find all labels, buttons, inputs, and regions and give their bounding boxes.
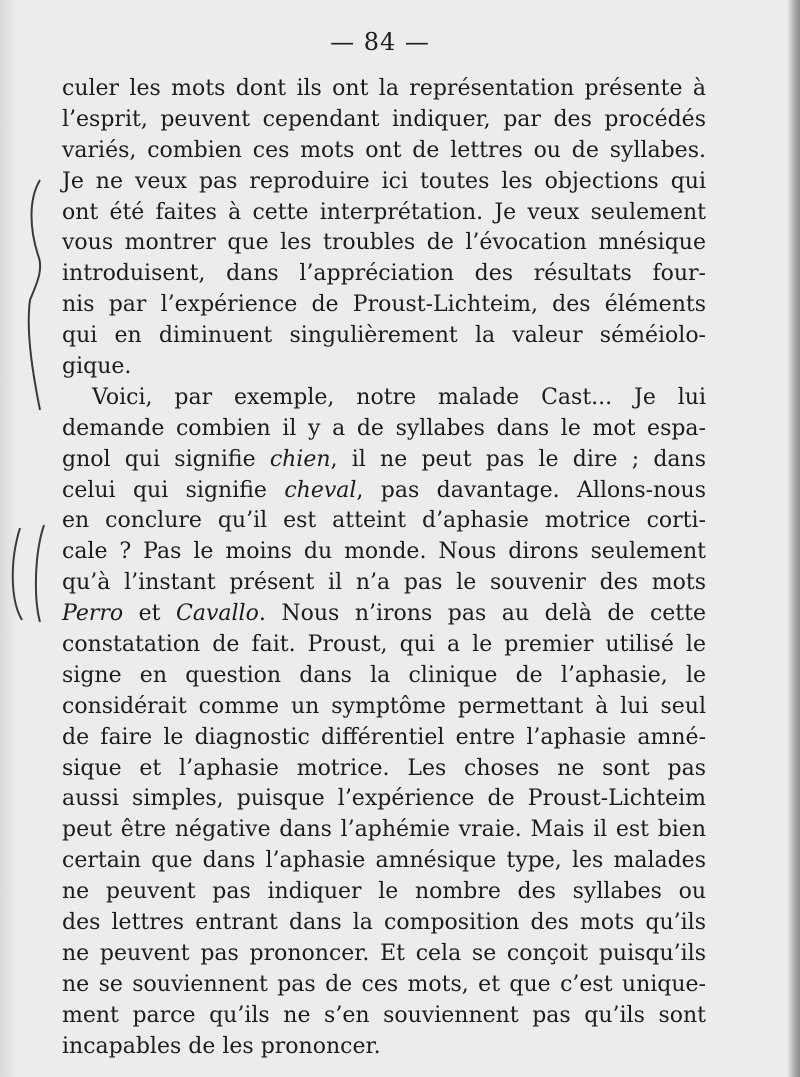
text-line: ment parce qu’ils ne s’en souviennent pas qu’ils sont (62, 1002, 706, 1028)
text-line (62, 476, 706, 507)
text-line: Je ne veux pas reproduire ici toutes les objections qui (62, 168, 706, 194)
text-line: incapables de les prononcer. (62, 1033, 381, 1059)
page-gutter-shade (0, 0, 18, 1077)
text-line: considérait comme un symptôme permettant à lui seul (62, 693, 706, 719)
italic-word: Perro (62, 601, 124, 627)
text-line: nis par l’expérience de Proust-Lichteim, des éléments (62, 292, 706, 318)
italic-word: cheval (284, 477, 357, 503)
text-line: cale ? Pas le moins du monde. Nous dirons seulement (62, 539, 706, 565)
text-run: . Nous n’irons pas au delà de cette (258, 601, 706, 627)
text-line: qui en diminuent singulièrement la valeur séméiolo- (62, 323, 706, 349)
text-line (62, 599, 706, 630)
margin-bracket-mark-inner (36, 525, 44, 622)
text-line: introduisent, dans l’appréciation des résultats four- (62, 261, 706, 287)
text-line: ont été faites à cette interprétation. Je veux seulement (62, 199, 706, 225)
text-run: , pas davantage. Allons-nous (356, 477, 706, 503)
text-line: culer les mots dont ils ont la représentation présente à (62, 76, 706, 101)
text-line: demande combien il y a de syllabes dans le mot espa- (62, 415, 706, 441)
text-line: ne peuvent pas indiquer le nombre des syllabes ou (62, 879, 706, 905)
margin-brace-mark (29, 180, 40, 410)
text-line: variés, combien ces mots ont de lettres ou de syllabes. (62, 137, 706, 163)
text-run: celui qui signifie (62, 477, 285, 503)
text-line: constatation de fait. Proust, qui a le premier utilisé le (62, 632, 706, 658)
text-run: et (123, 601, 177, 627)
text-run: , il ne peut pas le dire ; dans (330, 446, 706, 472)
text-line: certain que dans l’aphasie amnésique type, les malades (62, 848, 706, 874)
text-line: signe en question dans la clinique de l’aphasie, le (62, 662, 706, 688)
text-line: l’esprit, peuvent cependant indiquer, par des procédés (62, 106, 706, 132)
italic-word: Cavallo (176, 601, 259, 627)
text-line: aussi simples, puisque l’expérience de Proust-Lichteim (62, 786, 706, 812)
text-line: sique et l’aphasie motrice. Les choses ne sont pas (62, 755, 706, 781)
text-run: gnol qui signifie (62, 446, 270, 472)
text-line: ne se souviennent pas de ces mots, et que c’est unique- (62, 971, 706, 997)
text-line: des lettres entrant dans la composition des mots qu’ils (62, 910, 706, 936)
page-number: — 84 — (330, 28, 430, 56)
text-line: peut être négative dans l’aphémie vraie. Mais il est bien (62, 817, 706, 843)
text-line: gique. (62, 354, 132, 380)
italic-word: chien (269, 446, 331, 472)
text-line: en conclure qu’il est atteint d’aphasie motrice corti- (62, 508, 706, 534)
text-line: de faire le diagnostic différentiel entre l’aphasie amné- (62, 724, 706, 750)
text-line: vous montrer que les troubles de l’évocation mnésique (62, 230, 706, 256)
text-line (62, 445, 706, 476)
page-edge-shade (788, 0, 800, 1077)
text-line: Voici, par exemple, notre malade Cast... Je lui (92, 384, 706, 410)
body-text (62, 74, 706, 1063)
text-line: qu’à l’instant présent il n’a pas le souvenir des mots (62, 570, 706, 596)
text-line: ne peuvent pas prononcer. Et cela se conçoit puisqu’ils (62, 940, 706, 966)
